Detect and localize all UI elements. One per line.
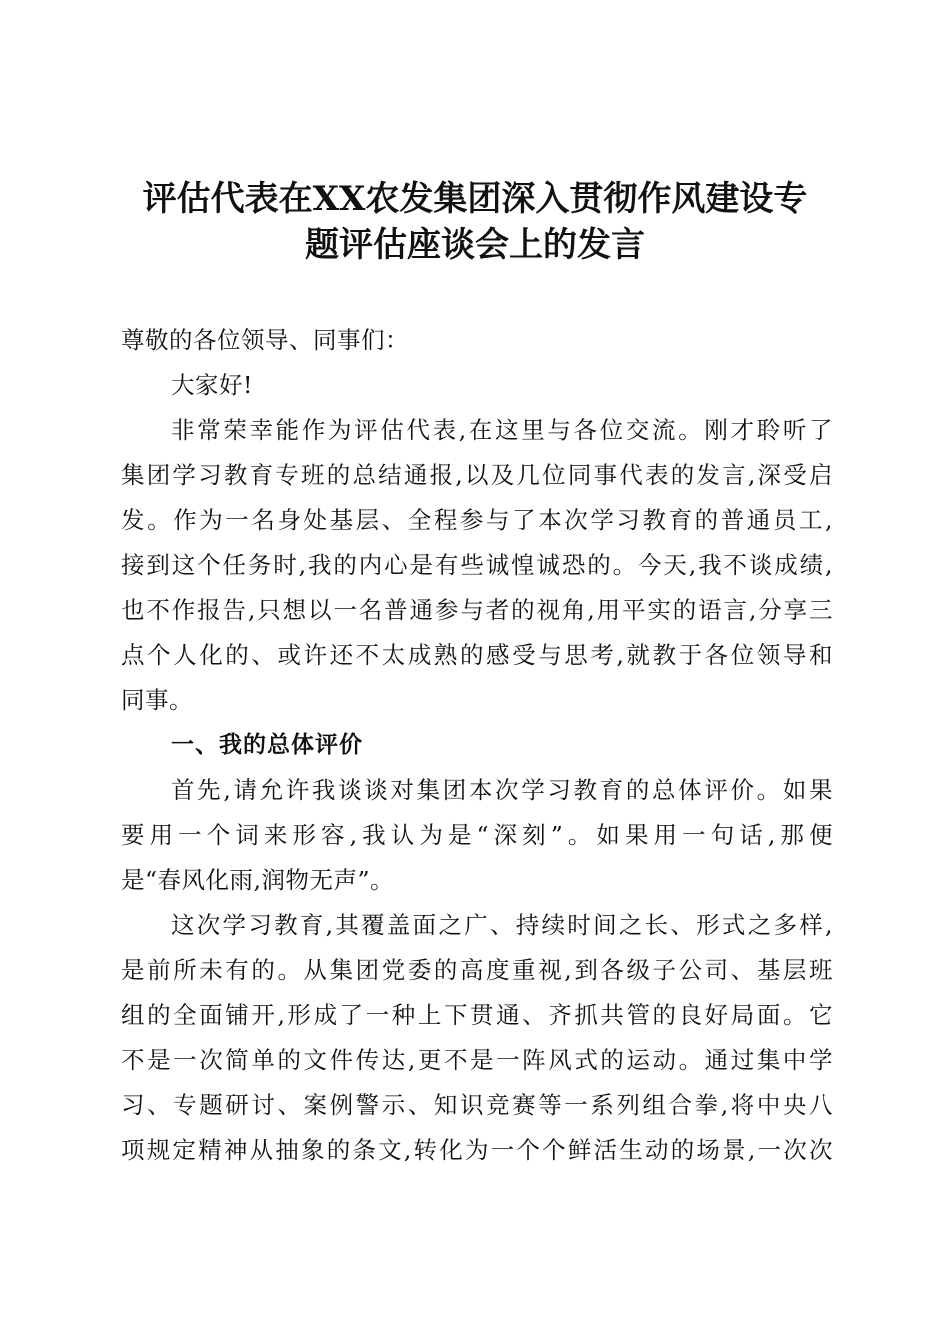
section-heading-1: 一、我的总体评价 bbox=[171, 732, 363, 758]
salutation: 尊敬的各位领导、同事们： bbox=[121, 326, 409, 354]
paragraph-3-line: 习、专题研讨、案例警示、知识竞赛等一系列组合拳,将中央八 bbox=[121, 1091, 833, 1119]
paragraph-2 bbox=[121, 768, 833, 903]
paragraph-1 bbox=[121, 408, 833, 723]
paragraph-3-line: 不是一次简单的文件传达,更不是一阵风式的运动。通过集中学 bbox=[121, 1046, 833, 1074]
paragraph-1-line: 点个人化的、或许还不太成熟的感受与思考,就教于各位领导和 bbox=[121, 641, 833, 669]
paragraph-3-line: 项规定精神从抽象的条文,转化为一个个鲜活生动的场景,一次次 bbox=[121, 1136, 833, 1164]
paragraph-1-line: 发。作为一名身处基层、全程参与了本次学习教育的普通员工, bbox=[121, 506, 833, 534]
greeting: 大家好! bbox=[171, 371, 253, 399]
paragraph-2-line: 要用一个词来形容,我认为是“深刻”。如果用一句话,那便 bbox=[121, 821, 833, 849]
paragraph-1-line: 非常荣幸能作为评估代表,在这里与各位交流。刚才聆听了 bbox=[171, 416, 833, 444]
paragraph-3-line: 这次学习教育,其覆盖面之广、持续时间之长、形式之多样, bbox=[171, 911, 833, 939]
paragraph-3 bbox=[121, 903, 833, 1173]
title-line-1: 评估代表在XX农发集团深入贯彻作风建设专 bbox=[142, 179, 808, 219]
document-title bbox=[100, 176, 850, 268]
title-line-2: 题评估座谈会上的发言 bbox=[305, 225, 645, 265]
document-body bbox=[121, 318, 833, 1173]
paragraph-3-line: 是前所未有的。从集团党委的高度重视,到各级子公司、基层班 bbox=[121, 956, 833, 984]
paragraph-1-line: 也不作报告,只想以一名普通参与者的视角,用平实的语言,分享三 bbox=[121, 596, 833, 624]
paragraph-1-line: 接到这个任务时,我的内心是有些诚惶诚恐的。今天,我不谈成绩, bbox=[121, 551, 833, 579]
paragraph-2-line: 首先,请允许我谈谈对集团本次学习教育的总体评价。如果 bbox=[171, 776, 833, 804]
paragraph-3-line: 组的全面铺开,形成了一种上下贯通、齐抓共管的良好局面。它 bbox=[121, 1001, 833, 1029]
paragraph-1-line: 集团学习教育专班的总结通报,以及几位同事代表的发言,深受启 bbox=[121, 461, 833, 489]
paragraph-2-line: 是“春风化雨,润物无声”。 bbox=[121, 866, 394, 894]
paragraph-1-line: 同事。 bbox=[121, 686, 193, 714]
